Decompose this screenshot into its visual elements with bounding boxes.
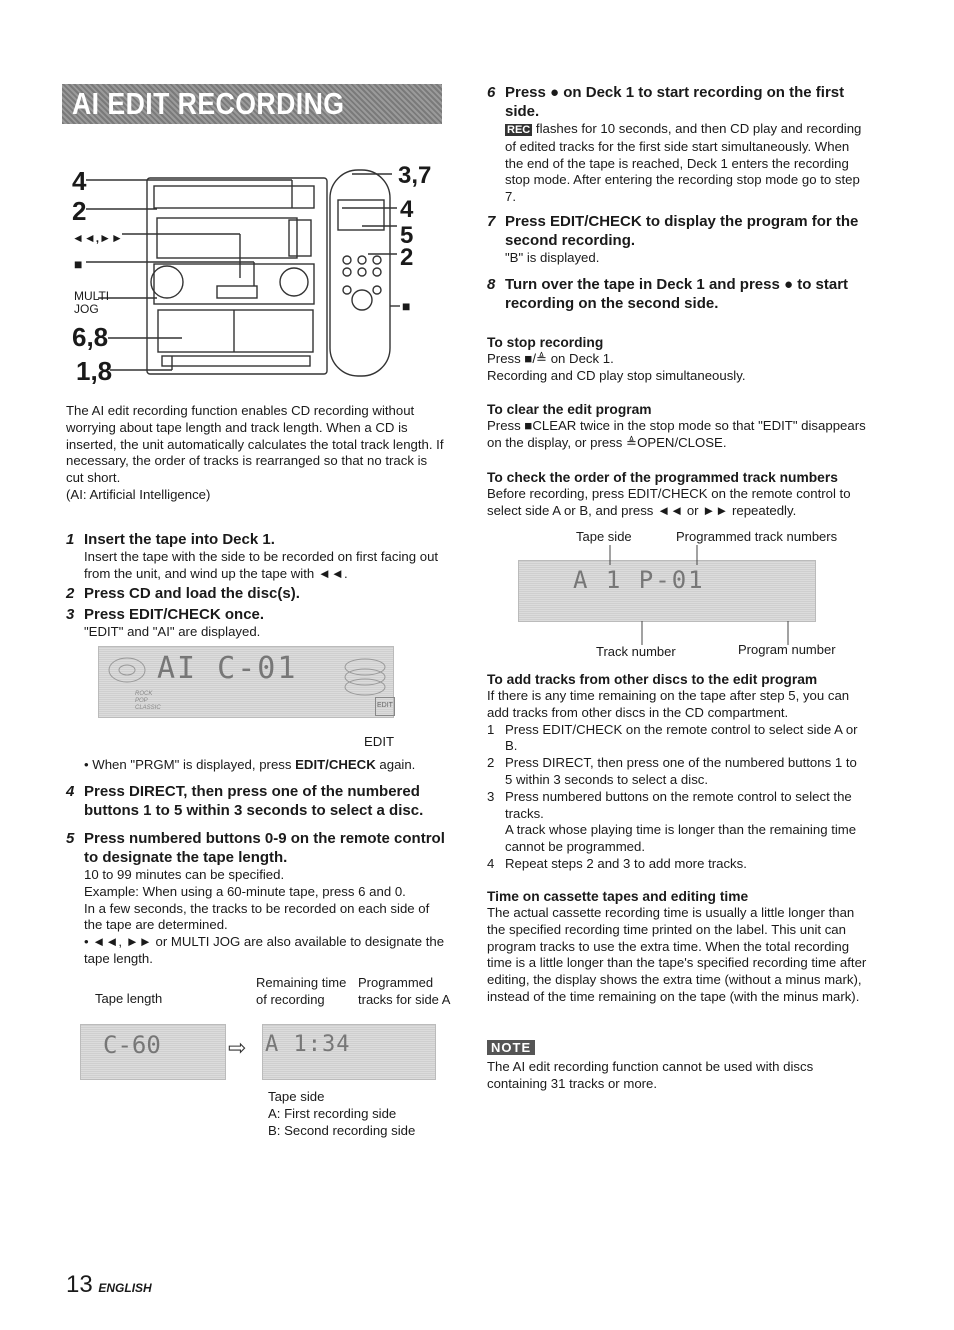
device-figure (62, 160, 446, 392)
step-5-title: 5 Press numbered buttons 0-9 on the remote control to designate the tape length. (66, 830, 445, 866)
step-8-title: 8 Turn over the tape in Deck 1 and press ● to start recording on the second side. (487, 275, 849, 312)
check-section (487, 469, 867, 520)
intro-paragraph: The AI edit recording function enables CD recording without worrying about tape length and track length. When a CD is inserted, the unit automatically calculates the total track length. If necessary, the order of tracks is rearranged so that no track is cut short. (66, 403, 444, 486)
check-tape-side-label: Tape side (576, 529, 632, 544)
step-1-title: 1 Insert the tape into Deck 1. (66, 531, 275, 548)
check-body: Before recording, press EDIT/CHECK on the remote control to select side A or B, and press ◄◄ or ►► repeatedly. (487, 486, 851, 518)
display-tape-length (80, 1024, 226, 1080)
stop-title: To stop recording (487, 335, 604, 350)
page-number: 13 (66, 1271, 93, 1298)
stop-line-2: Recording and CD play stop simultaneously. (487, 367, 746, 383)
remaining-time-label: Remaining time of recording (256, 975, 347, 1007)
add-title: To add tracks from other discs to the edit program (487, 672, 818, 687)
clear-title: To clear the edit program (487, 402, 652, 417)
add-step-3: 3 Press numbered buttons on the remote control to select the tracks. (487, 788, 852, 821)
step-3-title: 3 Press EDIT/CHECK once. (66, 605, 265, 623)
clear-section (487, 401, 867, 452)
display-tape-length-text: C-60 (103, 1031, 161, 1059)
check-program-number-label: Program number (738, 642, 836, 657)
stop-line-1: Press ■/≜ on Deck 1. (487, 351, 614, 366)
prgm-note: • When "PRGM" is displayed, press EDIT/CHECK again. (84, 757, 416, 772)
tape-reel-icon (343, 653, 387, 701)
figure-label-r4: 4 (400, 196, 414, 223)
display-remaining-time (262, 1024, 436, 1080)
figure-label-r5: 5 (400, 222, 414, 249)
time-body: The actual cassette recording time is usually a little longer than the specified recording time printed on the label. This unit can program tracks to use the extra time. When the total recording time is a little longer than the tape's specified recording time after editing, the display shows the extra time (without a minus mark), instead of the time remaining on the tape (with the minus mark). (487, 905, 867, 1004)
disc-icon (107, 655, 147, 685)
step-7-body: "B" is displayed. (505, 249, 600, 265)
page-footer (66, 1270, 152, 1300)
display-edit-tag: EDIT (375, 697, 395, 716)
figure-label-stop: ■ (74, 256, 83, 272)
check-programmed-track-label: Programmed track numbers (676, 529, 838, 544)
figure-label-1-8: 1,8 (76, 356, 113, 386)
time-title: Time on cassette tapes and editing time (487, 889, 749, 904)
clear-body: Press ■CLEAR twice in the stop mode so that "EDIT" disappears on the display, or press ≜OPEN/CLOSE. (487, 418, 866, 450)
step-5-body: 10 to 99 minutes can be specified. Example: When using a 60-minute tape, press 6 and 0. In a few seconds, the tracks to be recorded on each side of the tape are determined. • ◄◄, ►► or MULTI JOG are also available to designate the tape length. (84, 867, 445, 966)
figure-label-2: 2 (72, 196, 87, 226)
check-leader-lines (600, 545, 800, 650)
steps-1-3 (66, 530, 446, 640)
figure-label-skip: ◄◄,►► (72, 231, 123, 245)
intro-text (66, 403, 444, 504)
add-step-1: 1 Press EDIT/CHECK on the remote control to select side A or B. (487, 721, 858, 754)
figure-label-rstop: ■ (402, 298, 411, 314)
steps-4-5 (66, 782, 446, 968)
note-section (487, 1039, 867, 1092)
figure-label-3-7: 3,7 (398, 162, 432, 189)
figure-label-jog: JOG (74, 302, 99, 316)
display-edit-caption: EDIT (364, 734, 395, 749)
add-intro: If there is any time remaining on the tape after step 5, you can add tracks from other discs in the CD compartment. (487, 688, 850, 720)
tape-side-legend (268, 1089, 415, 1139)
page-title-banner (62, 84, 442, 124)
side-a-label: A: First recording side (268, 1105, 397, 1121)
stereo-illustration (62, 160, 446, 392)
figure-label-multi: MULTI (74, 289, 110, 303)
add-steps-list (487, 722, 867, 873)
add-section (487, 671, 867, 873)
steps-6-8 (487, 83, 867, 313)
figure-label-6-8: 6,8 (72, 322, 109, 352)
check-title: To check the order of the programmed track numbers (487, 470, 838, 485)
step-3-body: "EDIT" and "AI" are displayed. (84, 623, 261, 639)
add-step-3-note: A track whose playing time is longer than the remaining time cannot be programmed. (505, 822, 857, 855)
arrow-right-icon: ⇨ (228, 1035, 247, 1060)
page-title: AI EDIT RECORDING (72, 86, 345, 121)
display-edit-ai (98, 646, 394, 718)
tape-length-label: Tape length (95, 991, 163, 1006)
display-remaining-time-text: A 1:34 (265, 1032, 351, 1057)
tape-side-label: Tape side (268, 1089, 325, 1104)
rec-indicator-icon: REC (507, 124, 531, 136)
intro-ai-note: (AI: Artificial Intelligence) (66, 486, 211, 502)
step-6-body: REC flashes for 10 seconds, and then CD play and recording of edited tracks for the first side start simultaneously. When the end of the tape is reached, Deck 1 enters the recording stop mode. After entering the recording stop mode go to step 7. (505, 121, 862, 205)
step-6-title: 6 Press ● on Deck 1 to start recording on the first side. (487, 84, 845, 120)
step-2-title: 2 Press CD and load the disc(s). (66, 584, 300, 602)
display-edit-ai-text: AI C-01 (157, 651, 298, 686)
step-4-title: 4 Press DIRECT, then press one of the numbered buttons 1 to 5 within 3 seconds to select a disc. (66, 783, 424, 819)
display-check-program-text: A 1 P-01 (573, 566, 705, 594)
add-step-2: 2 Press DIRECT, then press one of the numbered buttons 1 to 5 within 3 seconds to select a disc. (487, 755, 857, 787)
step-7-title: 7 Press EDIT/CHECK to display the program for the second recording. (487, 212, 859, 249)
note-badge: NOTE (487, 1040, 535, 1055)
note-body: The AI edit recording function cannot be used with discs containing 31 tracks or more. (487, 1058, 814, 1091)
display-genre-text: ROCK POP CLASSIC (135, 691, 161, 711)
time-section (487, 888, 867, 1006)
figure-label-4: 4 (72, 166, 87, 196)
figure-label-r2: 2 (400, 244, 414, 271)
add-step-4: 4 Repeat steps 2 and 3 to add more tracks. (487, 855, 747, 871)
step-1-body: Insert the tape with the side to be recorded on first facing out from the unit, and wind up the tape with ◄◄. (84, 549, 439, 581)
programmed-tracks-label: Programmed tracks for side A (358, 975, 451, 1007)
side-b-label: B: Second recording side (268, 1122, 416, 1138)
check-track-number-label: Track number (596, 644, 676, 659)
language-label: ENGLISH (98, 1281, 152, 1295)
stop-section (487, 334, 867, 385)
